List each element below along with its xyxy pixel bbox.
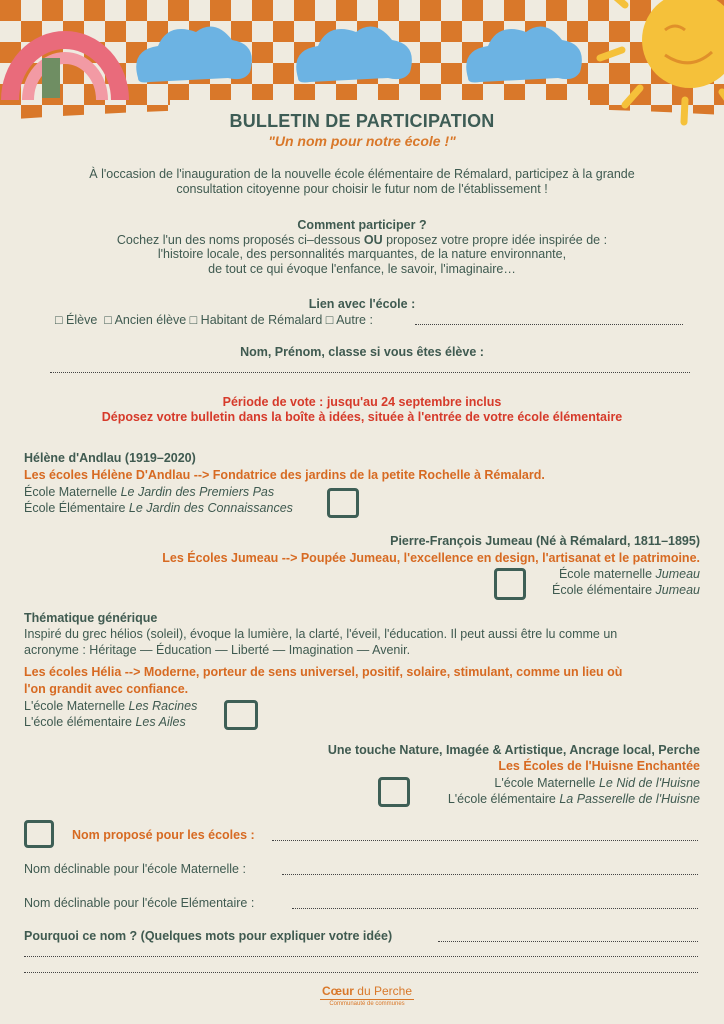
- option3-desc-1: Inspiré du grec hélios (soleil), évoque la lumière, la clarté, l'éveil, l'éducation. Il peut aussi être lu comme un: [24, 627, 618, 641]
- option2-maternelle: [559, 567, 700, 582]
- how-line-1: [0, 233, 724, 248]
- vote-period: Période de vote : jusqu'au 24 septembre inclus: [222, 395, 502, 409]
- why-input-1[interactable]: [438, 941, 698, 942]
- option1-tagline: Les écoles Hélène D'Andlau --> Fondatrice des jardins de la petite Rochelle à Rémalard.: [24, 468, 545, 482]
- why-label: Pourquoi ce nom ? (Quelques mots pour expliquer votre idée): [24, 929, 393, 943]
- how-heading: Comment participer ?: [297, 218, 427, 232]
- how-text: Cochez l'un des noms proposés ci–dessous: [116, 232, 364, 247]
- option4-maternelle: [494, 776, 700, 791]
- maternelle-label: Nom déclinable pour l'école Maternelle :: [24, 862, 246, 876]
- option4-tagline: Les Écoles de l'Huisne Enchantée: [498, 759, 700, 773]
- option1-heading: Hélène d'Andlau (1919–2020): [24, 451, 196, 465]
- page-title: BULLETIN DE PARTICIPATION: [229, 111, 495, 131]
- logo-subtitle: Communauté de communes: [320, 999, 414, 1007]
- option4-heading: Une touche Nature, Imagée & Artistique, Ancrage local, Perche: [327, 743, 700, 757]
- elementaire-label: Nom déclinable pour l'école Elémentaire :: [24, 896, 255, 910]
- vote-deposit: Déposez votre bulletin dans la boîte à idées, située à l'entrée de votre école élémentaire: [101, 410, 623, 424]
- option1-mat-name: Le Jardin des Premiers Pas: [120, 485, 275, 499]
- why-input-2[interactable]: [24, 956, 698, 957]
- checkbox-ancien-eleve[interactable]: □ Ancien élève: [104, 313, 187, 327]
- how-or: OU: [363, 232, 383, 247]
- how-line-2: l'histoire locale, des personnalités marquantes, de la nature environnante,: [157, 247, 567, 261]
- option2-checkbox[interactable]: [494, 568, 526, 600]
- option2-mat-name: Jumeau: [655, 567, 700, 581]
- name-label: Nom, Prénom, classe si vous êtes élève :: [240, 345, 484, 359]
- intro-text: [0, 167, 724, 196]
- logo-main: Cœur: [321, 984, 354, 998]
- page-subtitle: "Un nom pour notre école !": [268, 133, 456, 149]
- autre-input[interactable]: [415, 324, 683, 325]
- logo-suffix: du Perche: [353, 984, 413, 998]
- option1-mat-prefix: École Maternelle: [24, 485, 121, 499]
- link-options: [55, 313, 373, 328]
- option3-tagline-2: l'on grandit avec confiance.: [24, 682, 189, 696]
- option3-elem-name: Les Ailes: [135, 715, 186, 729]
- logo-text: [312, 984, 422, 998]
- option1-elem-prefix: École Élémentaire: [24, 501, 129, 515]
- intro-line: À l'occasion de l'inauguration de la nouvelle école élémentaire de Rémalard, participez à la grande: [89, 167, 635, 181]
- option4-checkbox[interactable]: [378, 777, 410, 807]
- checkbox-habitant[interactable]: □ Habitant de Rémalard: [189, 313, 323, 327]
- checkbox-autre[interactable]: □ Autre :: [325, 313, 373, 327]
- option3-mat-name: Les Racines: [128, 699, 198, 713]
- option3-elem-prefix: L'école élémentaire: [24, 715, 136, 729]
- option1-elem-name: Le Jardin des Connaissances: [128, 501, 293, 515]
- option4-elementaire: [448, 792, 700, 807]
- option3-tagline-1: Les écoles Hélia --> Moderne, porteur de sens universel, positif, solaire, stimulant, comme un lieu où: [24, 665, 623, 679]
- option2-mat-prefix: École maternelle: [558, 567, 656, 581]
- proposal-input[interactable]: [272, 840, 698, 841]
- option4-mat-prefix: L'école Maternelle: [494, 776, 599, 790]
- maternelle-input[interactable]: [282, 874, 698, 875]
- how-line-3: de tout ce qui évoque l'enfance, le savoir, l'imaginaire…: [208, 261, 516, 276]
- option3-mat-prefix: L'école Maternelle: [24, 699, 129, 713]
- option3-checkbox[interactable]: [224, 700, 258, 730]
- option1-checkbox[interactable]: [327, 488, 359, 518]
- proposal-checkbox[interactable]: [24, 820, 54, 848]
- option4-elem-prefix: L'école élémentaire: [447, 792, 560, 806]
- option3-heading: Thématique générique: [24, 611, 158, 625]
- option4-elem-name: La Passerelle de l'Huisne: [559, 792, 700, 806]
- option4-mat-name: Le Nid de l'Huisne: [598, 776, 700, 790]
- option2-heading: Pierre-François Jumeau (Né à Rémalard, 1811–1895): [390, 534, 700, 548]
- option2-elem-name: Jumeau: [655, 583, 700, 597]
- why-input-3[interactable]: [24, 972, 698, 973]
- option1-maternelle: [24, 485, 274, 500]
- option3-elementaire: [24, 715, 186, 730]
- option2-elementaire: [552, 583, 700, 598]
- link-heading: Lien avec l'école :: [308, 297, 416, 311]
- footer-logo: [312, 984, 422, 1007]
- option3-desc-2: acronyme : Héritage — Éducation — Liberté — Imagination — Avenir.: [24, 643, 411, 657]
- name-input[interactable]: [50, 372, 690, 373]
- option3-maternelle: [24, 699, 197, 714]
- checkbox-eleve[interactable]: □ Élève: [55, 313, 98, 327]
- elementaire-input[interactable]: [292, 908, 698, 909]
- how-section: [0, 218, 724, 276]
- option2-elem-prefix: École élémentaire: [551, 583, 656, 597]
- how-text: proposez votre propre idée inspirée de :: [382, 232, 608, 247]
- intro-line: consultation citoyenne pour choisir le futur nom de l'établissement !: [176, 181, 548, 196]
- option2-tagline: Les Écoles Jumeau --> Poupée Jumeau, l'excellence en design, l'artisanat et le patrimoine.: [162, 551, 700, 565]
- proposal-label: Nom proposé pour les écoles :: [72, 828, 255, 842]
- option1-elementaire: [24, 501, 293, 516]
